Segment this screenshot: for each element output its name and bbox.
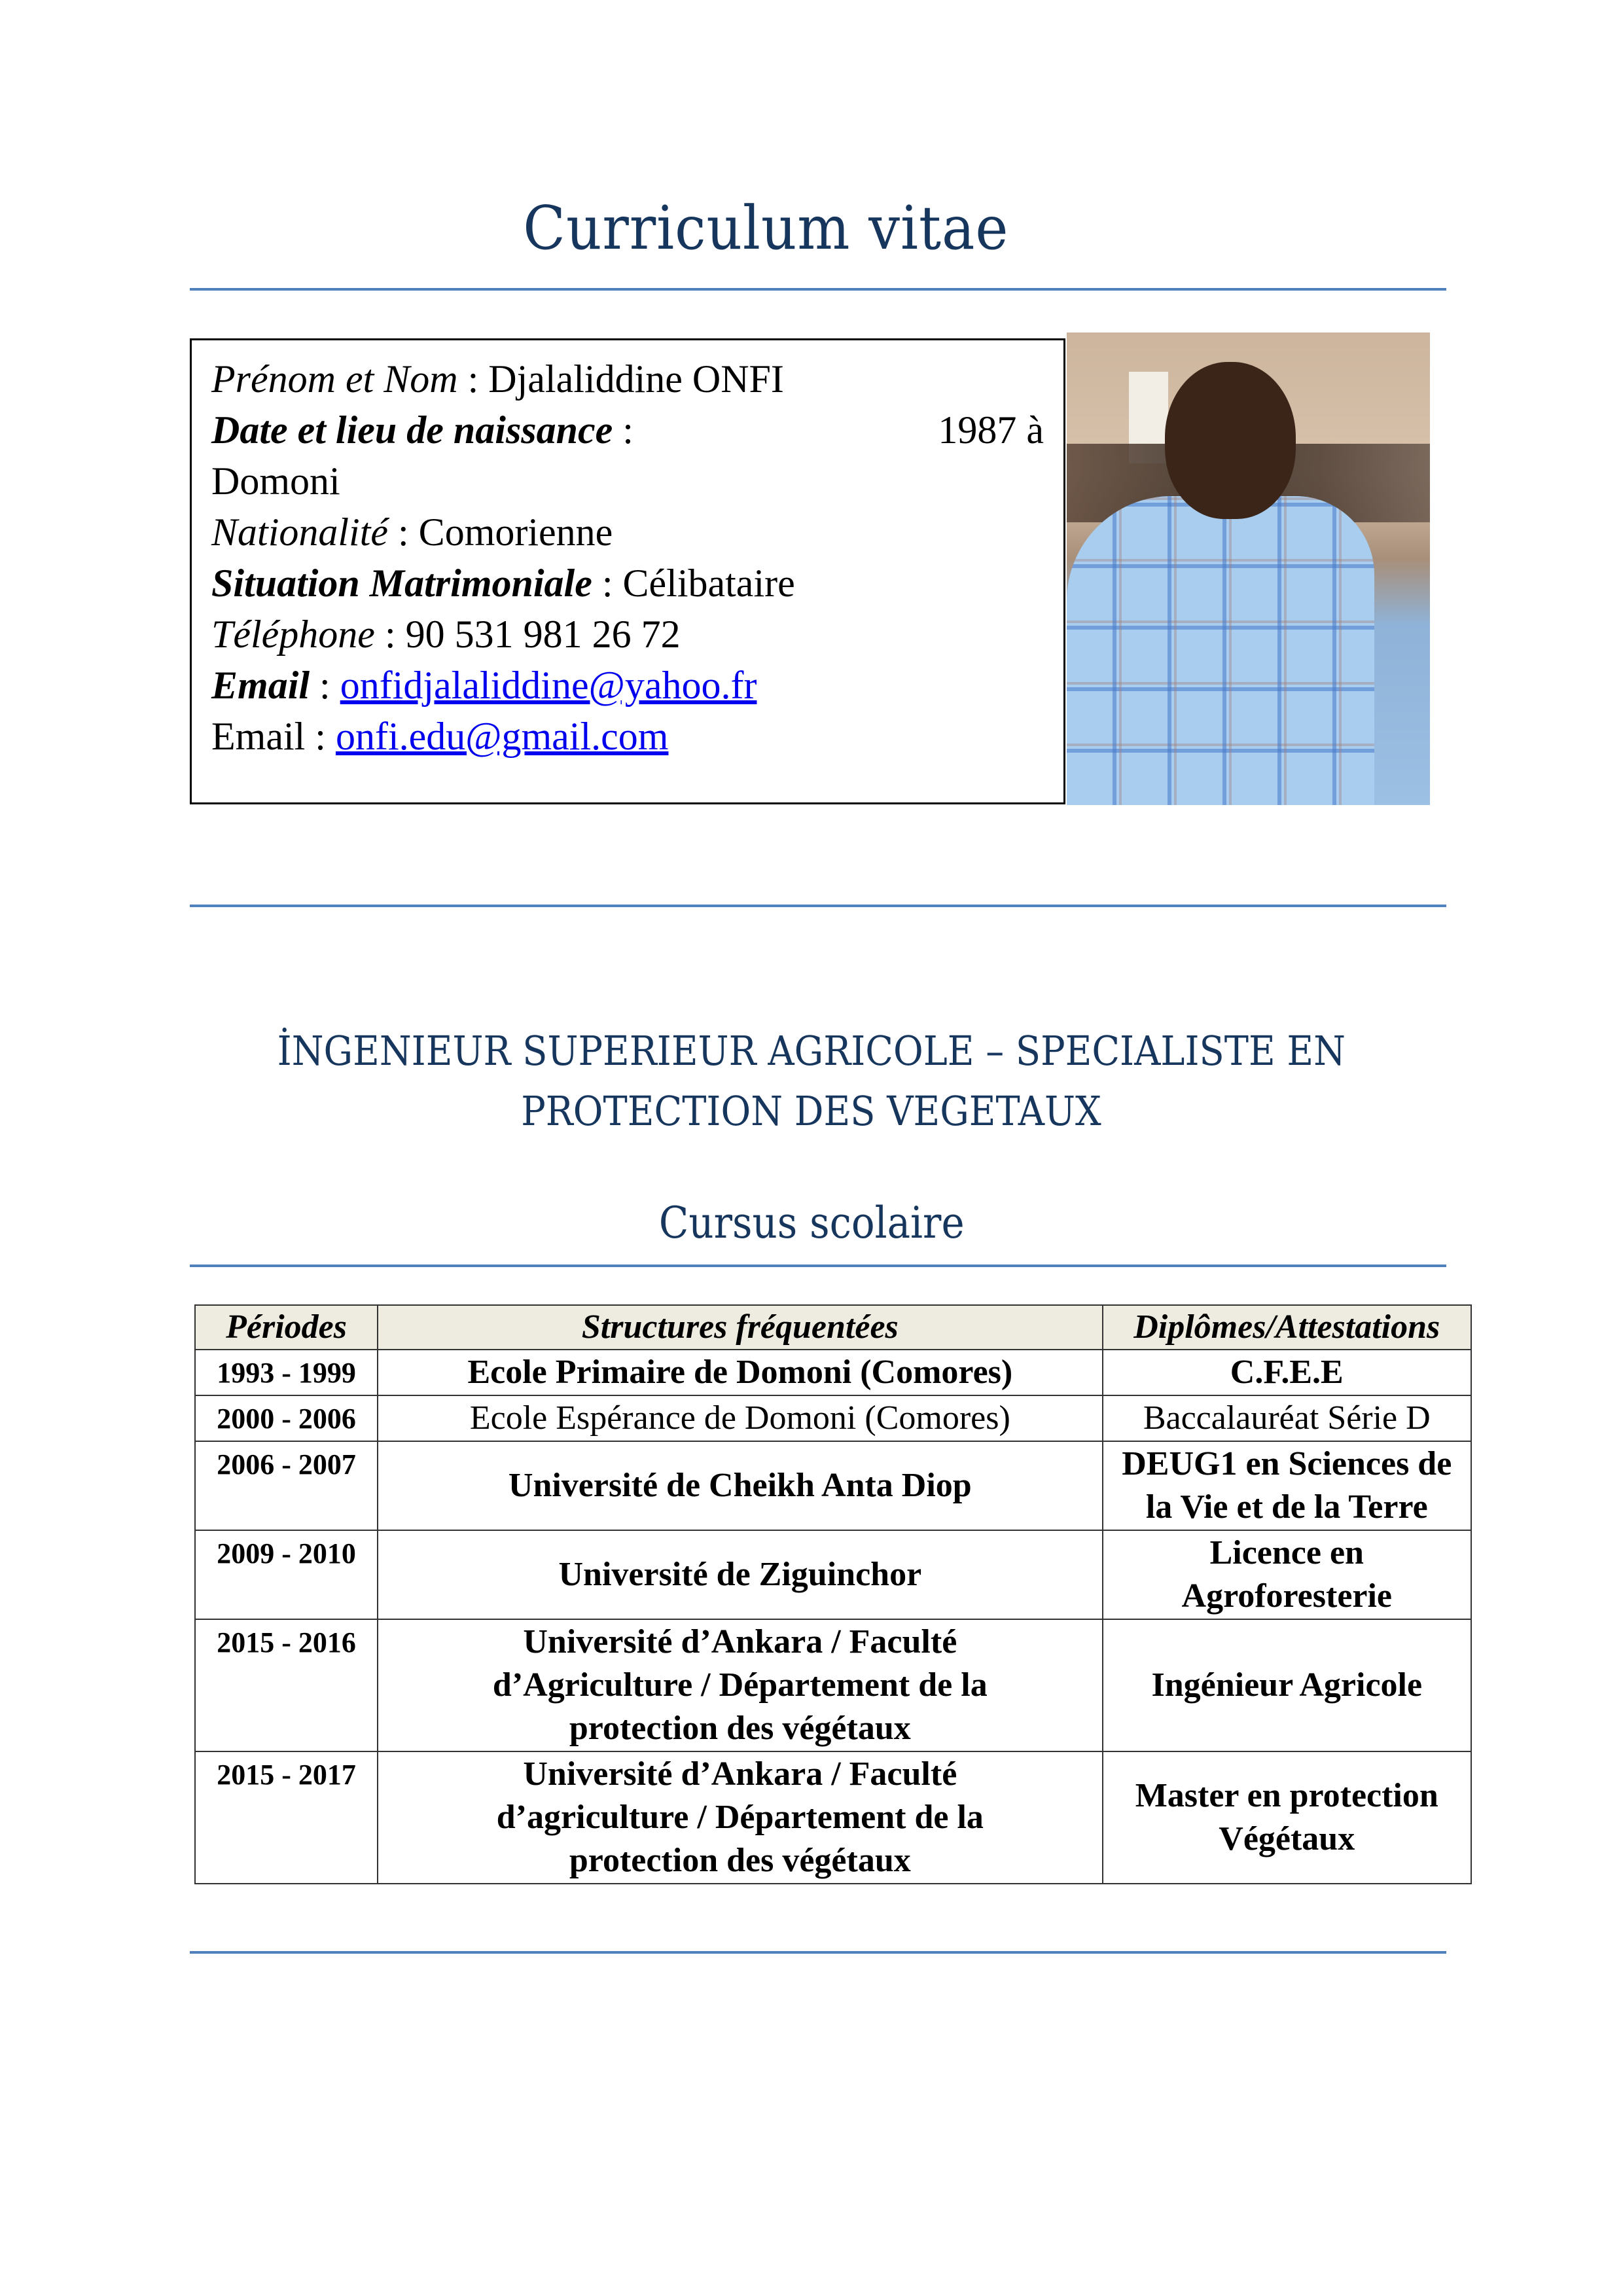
email2-label: Email : [211,715,336,758]
divider [190,288,1446,291]
period-cell: 2006 - 2007 [195,1441,378,1530]
cursus-heading-text: Cursus scolaire [658,1198,965,1248]
diploma-cell: Baccalauréat Série D [1103,1395,1471,1441]
name-value: Djalaliddine ONFI [488,357,784,401]
name-label: Prénom et Nom [211,357,458,401]
email1-line [211,660,1044,711]
name-sep: : [457,357,489,401]
nationality-sep: : [388,511,419,554]
divider [190,905,1446,907]
nationality-line [211,507,1044,558]
phone-value: 90 531 981 26 72 [405,613,681,656]
table-row [195,1395,1471,1441]
email2-line [211,711,1044,762]
marital-line [211,558,1044,609]
phone-label: Téléphone [211,613,375,656]
diploma-cell: C.F.E.E [1103,1350,1471,1395]
period-cell: 2009 - 2010 [195,1530,378,1619]
page-title [0,193,1623,263]
structure-cell: Université de Cheikh Anta Diop [378,1441,1102,1530]
marital-sep: : [592,562,623,605]
table-row [195,1530,1471,1619]
header-structures: Structures fréquentées [378,1305,1102,1350]
phone-sep: : [374,613,406,656]
marital-label: Situation Matrimoniale [211,562,592,605]
job-title-line1: İNGENIEUR SUPERIEUR AGRICOLE – SPECIALISTE EN [277,1027,1346,1075]
header-diplomes: Diplômes/Attestations [1103,1305,1471,1350]
structure-cell: Université de Ziguinchor [378,1530,1102,1619]
dob-line [211,404,1044,456]
email1-link[interactable]: onfidjalaliddine@yahoo.fr [340,664,757,707]
structure-cell: Ecole Primaire de Domoni (Comores) [378,1350,1102,1395]
diploma-cell: Licence en Agroforesterie [1103,1530,1471,1619]
table-row [195,1751,1471,1884]
structure-cell: Université d’Ankara / Faculté d’agriculture / Département de la protection des végétaux [378,1751,1102,1884]
table-row [195,1350,1471,1395]
dob-label: Date et lieu de naissance [211,408,613,452]
nationality-label: Nationalité [211,511,388,554]
structure-cell: Ecole Espérance de Domoni (Comores) [378,1395,1102,1441]
diploma-cell: Master en protection Végétaux [1103,1751,1471,1884]
diploma-cell: DEUG1 en Sciences de la Vie et de la Terre [1103,1441,1471,1530]
divider [190,1951,1446,1954]
period-cell: 2015 - 2017 [195,1751,378,1884]
email1-label: Email [211,664,310,707]
email1-sep: : [310,664,340,707]
table-row [195,1441,1471,1530]
email2-link[interactable]: onfi.edu@gmail.com [335,715,669,758]
structure-cell: Université d’Ankara / Faculté d’Agriculture / Département de la protection des végétaux [378,1619,1102,1751]
cursus-table [194,1304,1472,1884]
job-title [0,1021,1623,1141]
phone-line [211,609,1044,660]
header-periodes: Périodes [195,1305,378,1350]
nationality-value: Comorienne [418,511,613,554]
cursus-heading [0,1198,1623,1248]
page-title-text: Curriculum vitae [522,193,1009,263]
name-line [211,353,1044,404]
photo-head [1165,362,1296,519]
job-title-line2: PROTECTION DES VEGETAUX [521,1087,1102,1135]
identity-box [190,338,1065,804]
dob-sep: : [613,408,633,452]
dob-year: 1987 à [938,408,1044,452]
photo-shirt [1067,496,1374,805]
period-cell: 1993 - 1999 [195,1350,378,1395]
divider [190,1265,1446,1267]
table-header-row [195,1305,1471,1350]
dob-place: Domoni [211,459,340,503]
period-cell: 2015 - 2016 [195,1619,378,1751]
period-cell: 2000 - 2006 [195,1395,378,1441]
profile-photo [1067,332,1430,805]
table-row [195,1619,1471,1751]
diploma-cell: Ingénieur Agricole [1103,1619,1471,1751]
marital-value: Célibataire [622,562,795,605]
